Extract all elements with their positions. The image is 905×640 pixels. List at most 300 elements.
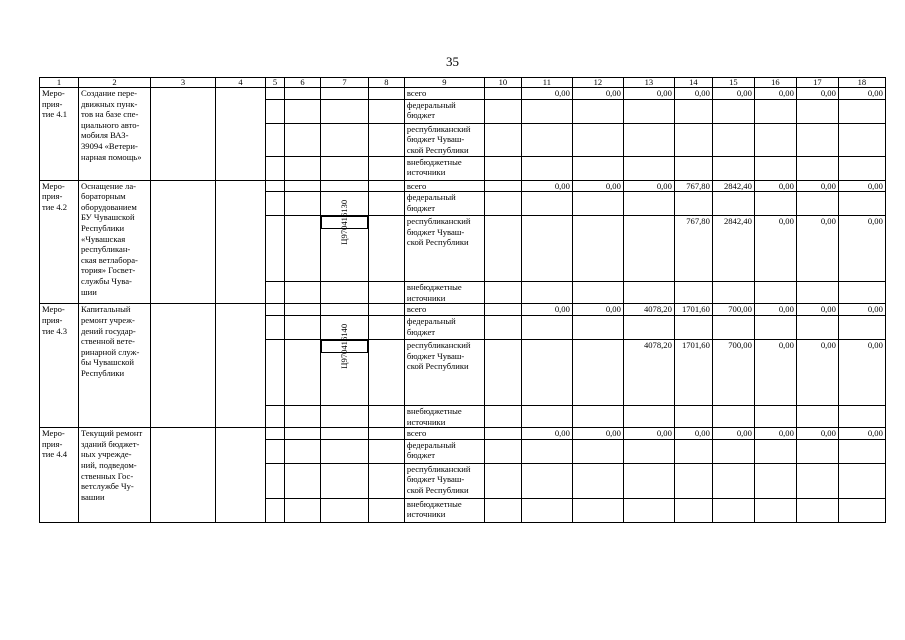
source-label — [404, 156, 484, 180]
value-cell — [838, 439, 885, 463]
empty-cell — [266, 282, 285, 304]
source-label-line: бюджет — [406, 326, 436, 337]
measure-label-line: Меро- — [42, 180, 65, 191]
value-cell — [712, 439, 754, 463]
empty-cell — [484, 315, 521, 339]
value-cell — [754, 315, 796, 339]
value-cell — [674, 439, 712, 463]
value-cell — [796, 463, 838, 498]
table-row — [40, 88, 886, 100]
value-cell — [623, 282, 674, 304]
empty-cell — [285, 99, 321, 123]
measure-name-line: Республики — [81, 222, 125, 233]
header-row — [40, 78, 886, 88]
value-cell — [838, 498, 885, 522]
budget-code-cell — [321, 323, 368, 369]
measure-name-line: шии — [81, 286, 97, 297]
empty-cell — [321, 428, 369, 440]
value-cell: 0,00 — [838, 339, 885, 405]
column-header: 11 — [521, 78, 572, 88]
value-cell: 4078,20 — [623, 339, 674, 405]
table-body — [40, 78, 886, 523]
measure-label — [40, 304, 79, 428]
empty-cell — [285, 88, 321, 100]
empty-cell — [266, 192, 285, 216]
value-cell: 0,00 — [521, 304, 572, 316]
source-label-line: республиканский — [406, 339, 471, 350]
value-cell: 2842,40 — [712, 216, 754, 282]
value-cell: 0,00 — [754, 216, 796, 282]
measure-label — [40, 180, 79, 304]
value-cell: 0,00 — [754, 304, 796, 316]
source-label-line: бюджет Чуваш- — [406, 134, 465, 145]
value-cell: 0,00 — [712, 428, 754, 440]
table-row — [40, 428, 886, 440]
value-cell — [521, 282, 572, 304]
measure-name-line: Оснащение ла- — [81, 180, 136, 191]
empty-cell — [151, 88, 216, 181]
value-cell — [674, 405, 712, 427]
source-label — [404, 192, 484, 216]
value-cell — [796, 439, 838, 463]
table-row — [40, 180, 886, 192]
value-cell — [838, 123, 885, 156]
empty-cell — [368, 88, 404, 100]
table-row — [40, 304, 886, 316]
empty-cell — [484, 282, 521, 304]
empty-cell — [266, 216, 285, 282]
value-cell — [623, 156, 674, 180]
value-cell — [623, 315, 674, 339]
value-cell: 0,00 — [623, 428, 674, 440]
empty-cell — [484, 216, 521, 282]
source-label-line: внебюджетные — [406, 156, 462, 167]
value-cell — [754, 439, 796, 463]
measure-name-line: бы Чувашской — [81, 357, 135, 368]
empty-cell — [266, 405, 285, 427]
value-cell: 0,00 — [572, 428, 623, 440]
empty-cell — [266, 99, 285, 123]
empty-cell — [216, 88, 266, 181]
measure-label-line: прия- — [42, 98, 63, 109]
value-cell — [521, 315, 572, 339]
source-label-line: всего — [406, 304, 427, 315]
measure-name-line: тория» Госвет- — [81, 265, 136, 276]
value-cell: 4078,20 — [623, 304, 674, 316]
source-label-line: федеральный — [406, 315, 456, 326]
value-cell — [572, 439, 623, 463]
value-cell — [572, 405, 623, 427]
empty-cell — [484, 123, 521, 156]
measure-name-line: ветслужбе Чу- — [81, 481, 134, 492]
empty-cell — [368, 180, 404, 192]
measure-name-line: нарная помощь» — [81, 151, 142, 162]
measure-label-line: тие 4.3 — [42, 325, 68, 336]
measure-name-line: Текущий ремонт — [81, 428, 143, 439]
measure-name-line: циального авто- — [81, 119, 140, 130]
budget-code: Ц970416130 — [339, 200, 350, 245]
source-label-line: всего — [406, 88, 427, 98]
value-cell — [712, 123, 754, 156]
value-cell — [838, 463, 885, 498]
value-cell — [674, 156, 712, 180]
empty-cell — [368, 463, 404, 498]
value-cell — [754, 192, 796, 216]
value-cell — [521, 123, 572, 156]
value-cell — [838, 99, 885, 123]
empty-cell — [285, 315, 321, 339]
empty-cell — [285, 282, 321, 304]
empty-cell — [484, 428, 521, 440]
value-cell — [623, 463, 674, 498]
empty-cell — [321, 439, 369, 463]
value-cell — [796, 123, 838, 156]
measure-label-line: Меро- — [42, 88, 65, 98]
measure-name-line: движных пунк- — [81, 98, 138, 109]
value-cell: 0,00 — [796, 88, 838, 100]
empty-cell — [266, 156, 285, 180]
empty-cell — [484, 439, 521, 463]
value-cell — [674, 192, 712, 216]
source-label — [404, 339, 484, 405]
source-label-line: федеральный — [406, 439, 456, 450]
source-label-line: ской Республики — [406, 237, 469, 248]
value-cell — [572, 339, 623, 405]
measure-name-line: БУ Чувашской — [81, 212, 135, 223]
measure-name-line: дений государ- — [81, 325, 136, 336]
measure-name — [79, 180, 151, 304]
value-cell — [572, 192, 623, 216]
source-label-line: бюджет — [406, 110, 436, 121]
source-label-line: бюджет Чуваш- — [406, 350, 465, 361]
value-cell: 0,00 — [838, 216, 885, 282]
source-label-line: республиканский — [406, 216, 471, 227]
empty-cell — [368, 123, 404, 156]
source-label — [404, 315, 484, 339]
empty-cell — [321, 463, 369, 498]
empty-cell — [285, 216, 321, 282]
value-cell — [838, 192, 885, 216]
empty-cell — [151, 428, 216, 523]
measure-name-line: оборудованием — [81, 201, 137, 212]
column-header: 1 — [40, 78, 79, 88]
empty-cell — [321, 156, 369, 180]
source-label-line: бюджет — [406, 450, 436, 461]
value-cell — [623, 405, 674, 427]
measure-name-line: Республики — [81, 367, 125, 378]
value-cell: 0,00 — [712, 88, 754, 100]
empty-cell — [484, 88, 521, 100]
empty-cell — [285, 304, 321, 316]
measure-label-line: прия- — [42, 438, 63, 449]
source-label — [404, 304, 484, 316]
measure-name-line: зданий бюджет- — [81, 438, 140, 449]
value-cell — [838, 315, 885, 339]
empty-cell — [266, 315, 285, 339]
value-cell: 1701,60 — [674, 339, 712, 405]
measure-name-line: ринарной служ- — [81, 346, 140, 357]
empty-cell — [484, 463, 521, 498]
empty-cell — [285, 405, 321, 427]
measure-name-line: «Чувашская — [81, 233, 126, 244]
source-label — [404, 498, 484, 522]
empty-cell — [285, 339, 321, 405]
value-cell — [754, 282, 796, 304]
empty-cell — [285, 428, 321, 440]
value-cell — [674, 315, 712, 339]
value-cell — [572, 315, 623, 339]
value-cell — [712, 192, 754, 216]
value-cell — [674, 123, 712, 156]
value-cell: 0,00 — [521, 88, 572, 100]
value-cell — [712, 498, 754, 522]
column-header: 3 — [151, 78, 216, 88]
source-label-line: бюджет Чуваш- — [406, 226, 465, 237]
value-cell: 0,00 — [754, 180, 796, 192]
value-cell — [521, 99, 572, 123]
value-cell: 1701,60 — [674, 304, 712, 316]
source-label — [404, 405, 484, 427]
value-cell — [754, 156, 796, 180]
measure-label — [40, 88, 79, 181]
measure-name-line: республикан- — [81, 244, 131, 255]
value-cell: 0,00 — [521, 428, 572, 440]
value-cell — [521, 339, 572, 405]
measure-name-line: службы Чува- — [81, 275, 132, 286]
source-label — [404, 439, 484, 463]
value-cell — [623, 99, 674, 123]
empty-cell — [484, 180, 521, 192]
empty-cell — [484, 498, 521, 522]
measure-name-line: Создание пере- — [81, 88, 138, 98]
value-cell — [521, 192, 572, 216]
measure-name — [79, 428, 151, 523]
empty-cell — [368, 99, 404, 123]
source-label-line: источники — [406, 167, 446, 178]
source-label-line: внебюджетные — [406, 498, 462, 509]
empty-cell — [266, 463, 285, 498]
source-label-line: бюджет — [406, 202, 436, 213]
source-label — [404, 123, 484, 156]
measure-name-line: ремонт учреж- — [81, 314, 135, 325]
empty-cell — [368, 216, 404, 282]
value-cell: 0,00 — [674, 88, 712, 100]
value-cell — [838, 405, 885, 427]
value-cell — [712, 463, 754, 498]
column-header: 2 — [79, 78, 151, 88]
measure-name — [79, 88, 151, 181]
source-label — [404, 428, 484, 440]
source-label-line: федеральный — [406, 192, 456, 203]
measure-name-line: ская ветлабора- — [81, 254, 138, 265]
value-cell — [796, 192, 838, 216]
value-cell — [623, 216, 674, 282]
source-label — [404, 88, 484, 100]
source-label-line: республиканский — [406, 123, 471, 134]
column-header: 12 — [572, 78, 623, 88]
empty-cell — [266, 439, 285, 463]
column-header: 17 — [796, 78, 838, 88]
column-header: 8 — [368, 78, 404, 88]
empty-cell — [368, 315, 404, 339]
empty-cell — [285, 439, 321, 463]
value-cell — [623, 498, 674, 522]
column-header: 6 — [285, 78, 321, 88]
value-cell — [521, 463, 572, 498]
source-label-line: ской Республики — [406, 361, 469, 372]
measure-name-line: вашии — [81, 491, 105, 502]
column-header: 7 — [321, 78, 369, 88]
measure-name-line: тов на базе спе- — [81, 109, 139, 120]
value-cell — [623, 439, 674, 463]
measure-label-line: Меро- — [42, 304, 65, 315]
empty-cell — [368, 156, 404, 180]
value-cell — [521, 405, 572, 427]
value-cell: 0,00 — [838, 304, 885, 316]
empty-cell — [484, 156, 521, 180]
empty-cell — [484, 192, 521, 216]
empty-cell — [321, 123, 369, 156]
empty-cell — [216, 428, 266, 523]
measure-name-line: ний, подведом- — [81, 459, 137, 470]
budget-code-cell — [321, 200, 368, 245]
value-cell: 0,00 — [796, 180, 838, 192]
source-label-line: федеральный — [406, 99, 456, 110]
value-cell: 0,00 — [572, 180, 623, 192]
value-cell: 0,00 — [754, 428, 796, 440]
empty-cell — [321, 88, 369, 100]
empty-cell — [266, 88, 285, 100]
empty-cell — [368, 498, 404, 522]
value-cell: 0,00 — [674, 428, 712, 440]
source-label-line: всего — [406, 180, 427, 191]
source-label — [404, 99, 484, 123]
value-cell — [838, 282, 885, 304]
value-cell: 0,00 — [796, 216, 838, 282]
budget-code: Ц970416140 — [339, 323, 350, 369]
source-label-line: бюджет Чуваш- — [406, 474, 465, 485]
value-cell — [623, 192, 674, 216]
column-header: 18 — [838, 78, 885, 88]
value-cell: 0,00 — [796, 304, 838, 316]
measure-name-line: бораторным — [81, 191, 126, 202]
page-number: 35 — [446, 54, 459, 69]
source-label-line: ской Республики — [406, 484, 469, 495]
column-header: 13 — [623, 78, 674, 88]
empty-cell — [368, 439, 404, 463]
measure-label-line: тие 4.4 — [42, 449, 68, 460]
source-label — [404, 463, 484, 498]
empty-cell — [216, 304, 266, 428]
value-cell: 0,00 — [521, 180, 572, 192]
column-header: 16 — [754, 78, 796, 88]
source-label-line: внебюджетные — [406, 405, 462, 416]
measure-name-line: 39094 «Ветери- — [81, 140, 138, 151]
empty-cell — [285, 463, 321, 498]
empty-cell — [266, 428, 285, 440]
value-cell — [754, 463, 796, 498]
value-cell — [572, 156, 623, 180]
empty-cell — [484, 405, 521, 427]
value-cell — [796, 99, 838, 123]
measure-label-line: прия- — [42, 191, 63, 202]
value-cell — [572, 99, 623, 123]
value-cell — [796, 156, 838, 180]
empty-cell — [266, 180, 285, 192]
value-cell — [521, 439, 572, 463]
value-cell — [712, 282, 754, 304]
empty-cell — [484, 339, 521, 405]
measure-name-line: ственных Гос- — [81, 470, 134, 481]
source-label-line: источники — [406, 292, 446, 303]
value-cell — [674, 282, 712, 304]
column-header: 9 — [404, 78, 484, 88]
value-cell — [712, 315, 754, 339]
empty-cell — [368, 304, 404, 316]
empty-cell — [368, 428, 404, 440]
source-label-line: источники — [406, 416, 446, 427]
source-label-line: источники — [406, 509, 446, 520]
value-cell: 0,00 — [623, 88, 674, 100]
measure-name — [79, 304, 151, 428]
value-cell: 0,00 — [572, 304, 623, 316]
measure-name-line: ных учрежде- — [81, 449, 132, 460]
measure-label-line: прия- — [42, 314, 63, 325]
value-cell — [572, 216, 623, 282]
value-cell: 0,00 — [838, 428, 885, 440]
value-cell — [838, 156, 885, 180]
empty-cell — [368, 405, 404, 427]
source-label-line: всего — [406, 428, 427, 439]
value-cell — [623, 123, 674, 156]
value-cell — [572, 498, 623, 522]
column-header: 5 — [266, 78, 285, 88]
empty-cell — [285, 498, 321, 522]
source-label-line: республиканский — [406, 463, 471, 474]
empty-cell — [321, 282, 369, 304]
empty-cell — [321, 304, 369, 316]
value-cell — [754, 99, 796, 123]
measure-name-line: мобиля ВАЗ- — [81, 130, 129, 141]
source-label — [404, 282, 484, 304]
empty-cell — [368, 339, 404, 405]
value-cell — [521, 156, 572, 180]
value-cell — [674, 498, 712, 522]
value-cell — [674, 99, 712, 123]
empty-cell — [285, 180, 321, 192]
empty-cell — [266, 123, 285, 156]
value-cell — [521, 498, 572, 522]
empty-cell — [151, 180, 216, 304]
empty-cell — [321, 99, 369, 123]
value-cell: 767,80 — [674, 180, 712, 192]
value-cell — [754, 123, 796, 156]
value-cell — [796, 315, 838, 339]
value-cell — [712, 156, 754, 180]
empty-cell — [368, 282, 404, 304]
value-cell: 767,80 — [674, 216, 712, 282]
measure-name-line: ственной вете- — [81, 336, 135, 347]
value-cell — [796, 498, 838, 522]
source-label — [404, 216, 484, 282]
budget-table — [39, 77, 886, 523]
value-cell: 700,00 — [712, 339, 754, 405]
value-cell: 0,00 — [754, 339, 796, 405]
value-cell — [521, 216, 572, 282]
empty-cell — [216, 180, 266, 304]
measure-label-line: Меро- — [42, 428, 65, 439]
measure-label-line: тие 4.1 — [42, 109, 68, 120]
